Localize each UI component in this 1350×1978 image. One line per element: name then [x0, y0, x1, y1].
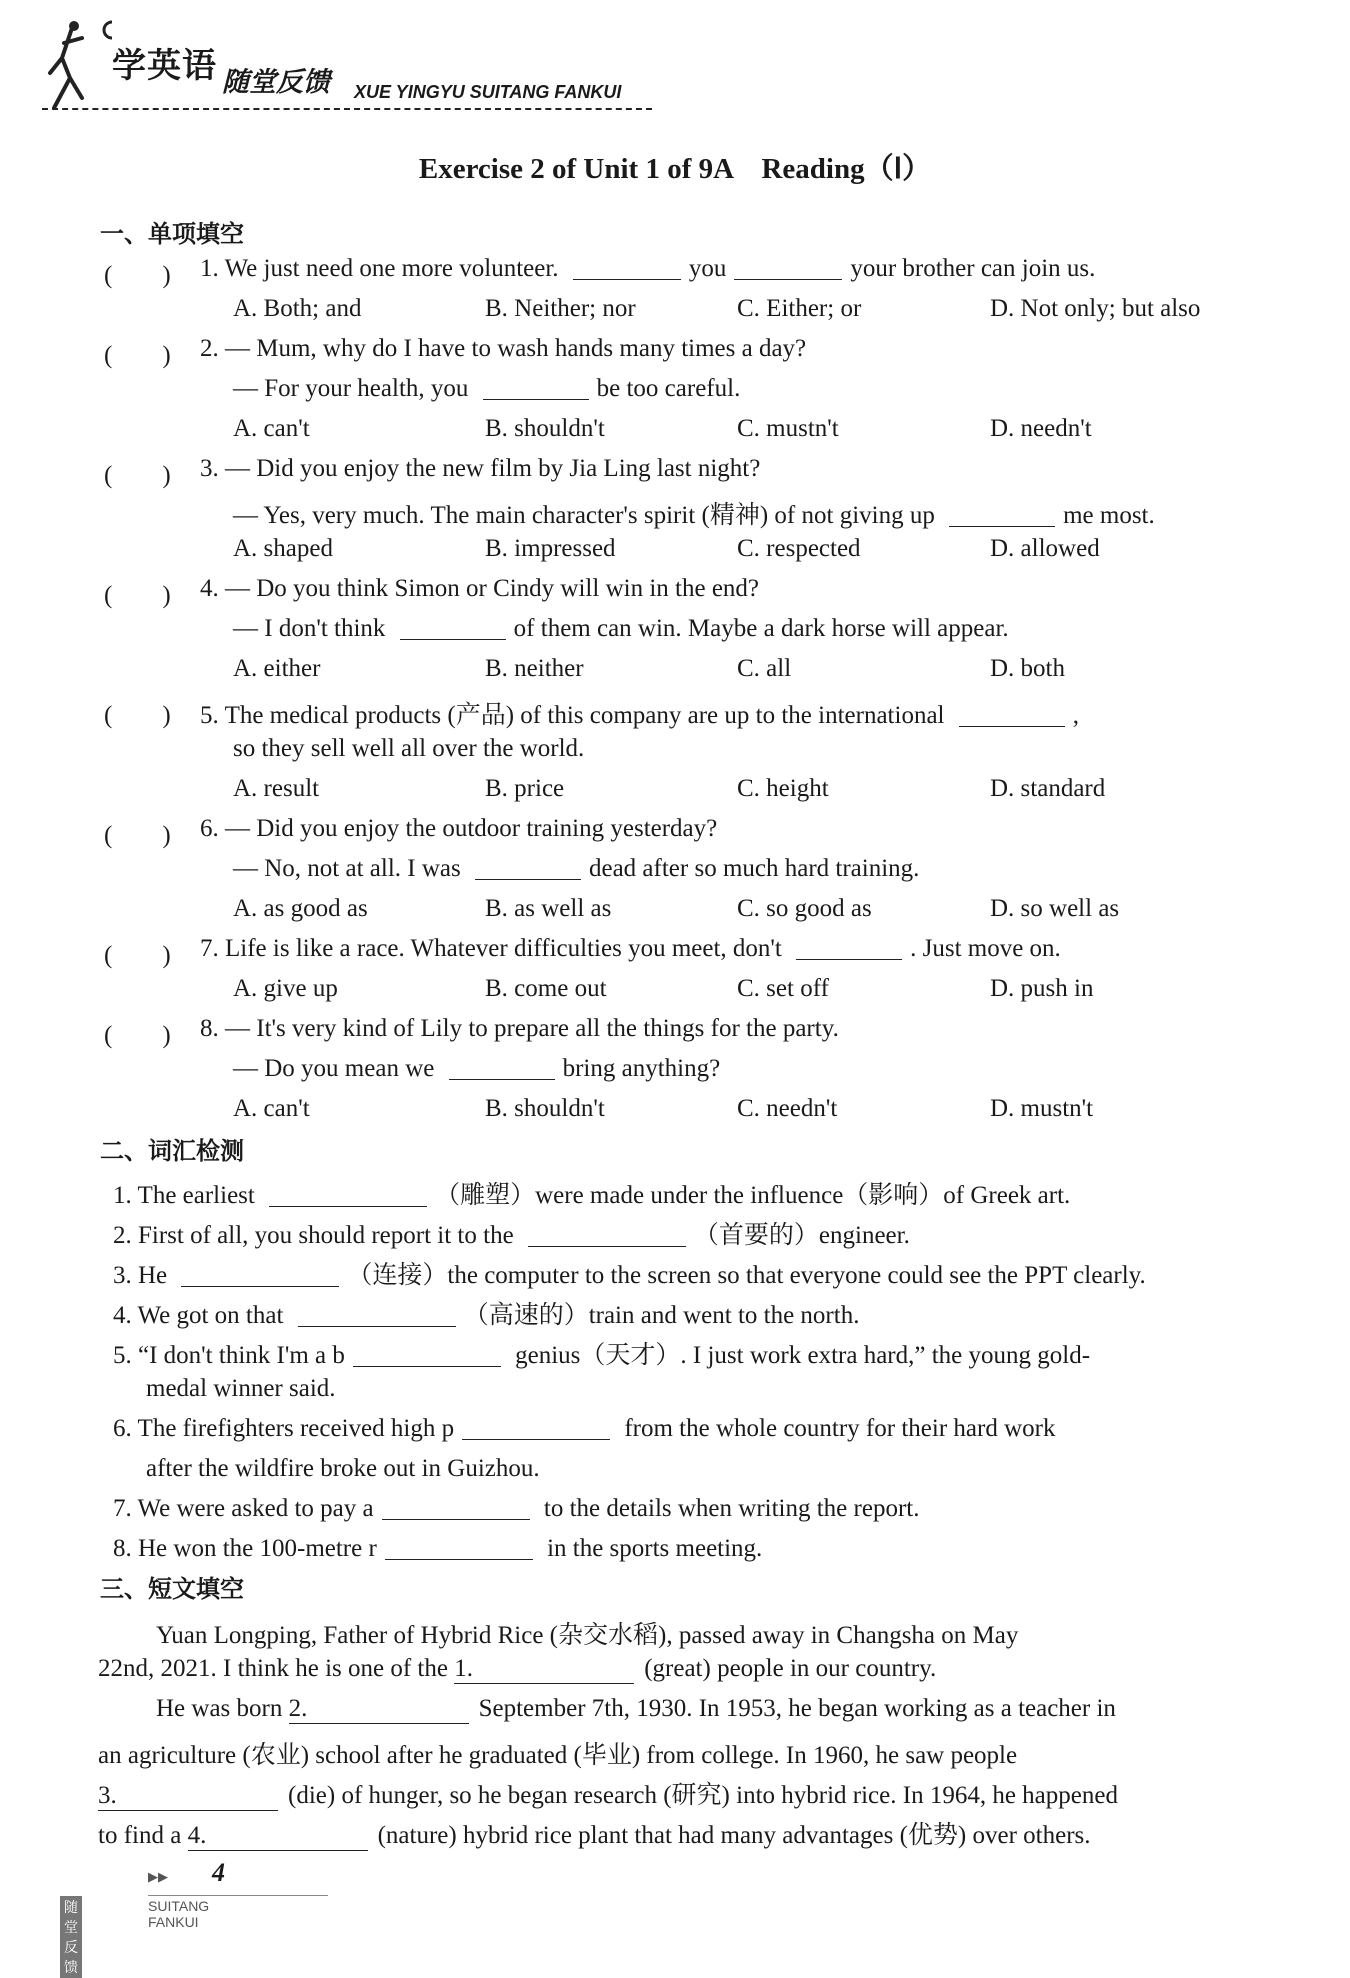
question-text: — Did you enjoy the new film by Jia Ling last night?	[225, 455, 761, 482]
answer-bracket[interactable]: ( )	[104, 462, 171, 489]
answer-blank[interactable]	[734, 259, 842, 280]
vocab-text: （高速的）train and went to the north.	[463, 1302, 860, 1329]
vocab-item	[113, 1535, 762, 1563]
answer-blank[interactable]	[269, 1186, 427, 1207]
header-subtitle: 随堂反馈	[222, 67, 330, 98]
passage-line	[98, 1655, 936, 1684]
answer-blank[interactable]	[573, 259, 681, 280]
option-d[interactable]: D. so well as	[990, 895, 1120, 922]
option-d[interactable]: D. mustn't	[990, 1095, 1094, 1122]
passage-line	[98, 1775, 1118, 1811]
option-b[interactable]: B. come out	[485, 975, 607, 1002]
question-text: — I don't think	[233, 615, 392, 642]
vocab-text: （连接）the computer to the screen so that everyone could see the PPT clearly.	[347, 1262, 1146, 1289]
passage-text: (great) people in our country.	[644, 1655, 937, 1682]
option-c[interactable]: C. Either; or	[737, 295, 862, 322]
passage-text: to find a	[98, 1822, 188, 1849]
option-b[interactable]: B. shouldn't	[485, 1095, 605, 1122]
answer-blank[interactable]	[462, 1419, 610, 1440]
question-text: — For your health, you	[233, 375, 475, 402]
answer-bracket[interactable]: ( )	[104, 702, 171, 729]
question-text: — No, not at all. I was	[233, 855, 467, 882]
passage-text: an agriculture (农业) school after he graduated (毕业) from college. In 1960, he saw people	[98, 1742, 1018, 1769]
question-text: — It's very kind of Lily to prepare all the things for the party.	[225, 1015, 839, 1042]
option-b[interactable]: B. as well as	[485, 895, 612, 922]
question-text: your brother can join us.	[850, 255, 1096, 282]
runner-logo-icon	[42, 18, 112, 118]
vocab-text: 8. He won the 100-metre r	[113, 1535, 377, 1562]
question-line	[200, 455, 760, 483]
option-b[interactable]: B. Neither; nor	[485, 295, 636, 322]
question-line	[200, 1015, 839, 1043]
question-text: me most.	[1063, 502, 1155, 529]
answer-blank[interactable]	[949, 506, 1055, 527]
option-c[interactable]: C. respected	[737, 535, 861, 562]
question-line	[200, 575, 759, 603]
answer-bracket[interactable]: ( )	[104, 262, 171, 289]
question-text: of them can win. Maybe a dark horse will appear.	[513, 615, 1009, 642]
vocab-item	[113, 1175, 1070, 1211]
vocab-text: 5. “I don't think I'm a b	[113, 1342, 345, 1369]
page-number: 4	[212, 1858, 225, 1887]
question-line	[233, 855, 919, 883]
question-text: dead after so much hard training.	[588, 855, 920, 882]
passage-text: Yuan Longping, Father of Hybrid Rice (杂交水稻), passed away in Changsha on May	[156, 1622, 1019, 1649]
passage-line	[156, 1695, 1116, 1724]
page-header	[42, 12, 1042, 112]
answer-blank[interactable]	[528, 1226, 686, 1247]
option-c[interactable]: C. so good as	[737, 895, 872, 922]
question-line	[200, 335, 806, 363]
option-d[interactable]: D. needn't	[990, 415, 1092, 442]
passage-line	[98, 1735, 1017, 1771]
option-a[interactable]: A. result	[233, 775, 320, 802]
option-a[interactable]: A. as good as	[233, 895, 368, 922]
header-title: 学英语	[112, 46, 217, 86]
vocab-text: （首要的）engineer.	[693, 1222, 910, 1249]
answer-blank[interactable]	[353, 1346, 501, 1367]
vocab-continuation: after the wildfire broke out in Guizhou.	[146, 1455, 540, 1482]
question-text: Life is like a race. Whatever difficulties you meet, don't	[225, 935, 789, 962]
arrows-icon: ▶▶	[148, 1870, 168, 1885]
answer-blank[interactable]	[796, 939, 902, 960]
vocab-text: 4. We got on that	[113, 1302, 290, 1329]
option-b[interactable]: B. impressed	[485, 535, 616, 562]
answer-blank[interactable]	[385, 1539, 533, 1560]
question-line	[200, 695, 1079, 731]
answer-bracket[interactable]: ( )	[104, 342, 171, 369]
vocab-text: genius（天才）. I just work extra hard,” the young gold-	[508, 1342, 1091, 1369]
section-heading-multiple-choice: 一、单项填空	[100, 220, 244, 248]
question-text: We just need one more volunteer.	[224, 255, 565, 282]
option-c[interactable]: C. height	[737, 775, 829, 802]
option-d[interactable]: D. Not only; but also	[990, 295, 1201, 322]
question-text: . Just move on.	[910, 935, 1061, 962]
option-a[interactable]: A. can't	[233, 415, 310, 442]
answer-bracket[interactable]: ( )	[104, 942, 171, 969]
question-number: 4.	[200, 575, 225, 602]
passage-text: He was born	[156, 1695, 289, 1722]
question-line	[233, 615, 1009, 643]
question-text: — Do you think Simon or Cindy will win in the end?	[225, 575, 760, 602]
vocab-text: 6. The firefighters received high p	[113, 1415, 455, 1442]
vocab-item	[113, 1495, 919, 1523]
question-number: 7.	[200, 935, 225, 962]
exercise-title: Exercise 2 of Unit 1 of 9A Reading（Ⅰ）	[418, 153, 932, 185]
question-text: — Yes, very much. The main character's spirit (精神) of not giving up	[233, 502, 942, 529]
question-line	[233, 375, 740, 403]
question-text: so they sell well all over the world.	[233, 735, 585, 762]
question-text: ,	[1072, 702, 1079, 729]
header-divider	[42, 108, 652, 110]
answer-blank[interactable]	[483, 379, 589, 400]
option-d[interactable]: D. standard	[990, 775, 1106, 802]
vocab-item	[113, 1415, 1055, 1443]
vocab-text: 2. First of all, you should report it to the	[113, 1222, 520, 1249]
cloze-blank[interactable]: 3.	[98, 1782, 278, 1811]
question-text: bring anything?	[562, 1055, 721, 1082]
answer-blank[interactable]	[449, 1059, 555, 1080]
question-text: — Do you mean we	[233, 1055, 441, 1082]
vocab-continuation: medal winner said.	[146, 1375, 336, 1402]
vocab-item	[113, 1295, 859, 1331]
vocab-text: 3. He	[113, 1262, 174, 1289]
question-line	[200, 935, 1061, 963]
vocab-item	[113, 1215, 910, 1251]
vocab-text: （雕塑）were made under the influence（影响）of Greek art.	[435, 1182, 1071, 1209]
footer-badge: 随堂反馈	[60, 1896, 82, 1978]
footer-divider	[148, 1895, 328, 1896]
option-d[interactable]: D. allowed	[990, 535, 1100, 562]
footer-pinyin: SUITANG FANKUI	[148, 1898, 210, 1930]
question-line	[200, 815, 717, 843]
section-heading-vocabulary: 二、词汇检测	[100, 1137, 244, 1165]
question-text: be too careful.	[596, 375, 741, 402]
option-a[interactable]: A. give up	[233, 975, 338, 1002]
option-c[interactable]: C. needn't	[737, 1095, 838, 1122]
question-number: 6.	[200, 815, 225, 842]
question-number: 1.	[200, 255, 225, 282]
option-a[interactable]: A. can't	[233, 1095, 310, 1122]
answer-bracket[interactable]: ( )	[104, 582, 171, 609]
question-number: 8.	[200, 1015, 225, 1042]
question-number: 2.	[200, 335, 225, 362]
answer-bracket[interactable]: ( )	[104, 1022, 171, 1049]
vocab-text: 1. The earliest	[113, 1182, 262, 1209]
question-text: — Mum, why do I have to wash hands many times a day?	[225, 335, 807, 362]
option-c[interactable]: C. mustn't	[737, 415, 839, 442]
option-b[interactable]: B. price	[485, 775, 565, 802]
option-c[interactable]: C. set off	[737, 975, 829, 1002]
section-heading-cloze: 三、短文填空	[100, 1575, 244, 1603]
question-text: The medical products (产品) of this company are up to the international	[224, 702, 951, 729]
passage-text: 22nd, 2021. I think he is one of the	[98, 1655, 455, 1682]
answer-blank[interactable]	[475, 859, 581, 880]
cloze-blank[interactable]: 1.	[454, 1655, 634, 1684]
answer-blank[interactable]	[181, 1266, 339, 1287]
question-text: you	[688, 255, 727, 282]
option-c[interactable]: C. all	[737, 655, 792, 682]
vocab-text: in the sports meeting.	[540, 1535, 763, 1562]
option-a[interactable]: A. shaped	[233, 535, 333, 562]
option-d[interactable]: D. both	[990, 655, 1065, 682]
question-line	[233, 495, 1155, 531]
passage-text: September 7th, 1930. In 1953, he began working as a teacher in	[478, 1695, 1116, 1722]
answer-blank[interactable]	[382, 1499, 530, 1520]
passage-text: (nature) hybrid rice plant that had many advantages (优势) over others.	[377, 1822, 1091, 1849]
option-d[interactable]: D. push in	[990, 975, 1094, 1002]
question-text: — Did you enjoy the outdoor training yesterday?	[225, 815, 718, 842]
answer-blank[interactable]	[298, 1306, 456, 1327]
option-a[interactable]: A. either	[233, 655, 321, 682]
option-b[interactable]: B. shouldn't	[485, 415, 605, 442]
answer-blank[interactable]	[400, 619, 506, 640]
vocab-text: 7. We were asked to pay a	[113, 1495, 374, 1522]
question-number: 3.	[200, 455, 225, 482]
header-pinyin: XUE YINGYU SUITANG FANKUI	[354, 82, 622, 102]
question-line	[233, 1055, 720, 1083]
vocab-text: to the details when writing the report.	[537, 1495, 920, 1522]
passage-line	[156, 1615, 1018, 1651]
passage-line	[98, 1815, 1091, 1851]
question-line	[200, 255, 1095, 283]
question-number: 5.	[200, 702, 225, 729]
question-line	[233, 735, 584, 763]
cloze-blank[interactable]: 4.	[188, 1822, 368, 1851]
vocab-item	[113, 1255, 1146, 1291]
cloze-blank[interactable]: 2.	[289, 1695, 469, 1724]
passage-text: (die) of hunger, so he began research (研究) into hybrid rice. In 1964, he happened	[288, 1782, 1118, 1809]
vocab-item	[113, 1335, 1090, 1371]
answer-bracket[interactable]: ( )	[104, 822, 171, 849]
option-b[interactable]: B. neither	[485, 655, 584, 682]
option-a[interactable]: A. Both; and	[233, 295, 362, 322]
vocab-text: from the whole country for their hard work	[618, 1415, 1056, 1442]
answer-blank[interactable]	[959, 706, 1065, 727]
